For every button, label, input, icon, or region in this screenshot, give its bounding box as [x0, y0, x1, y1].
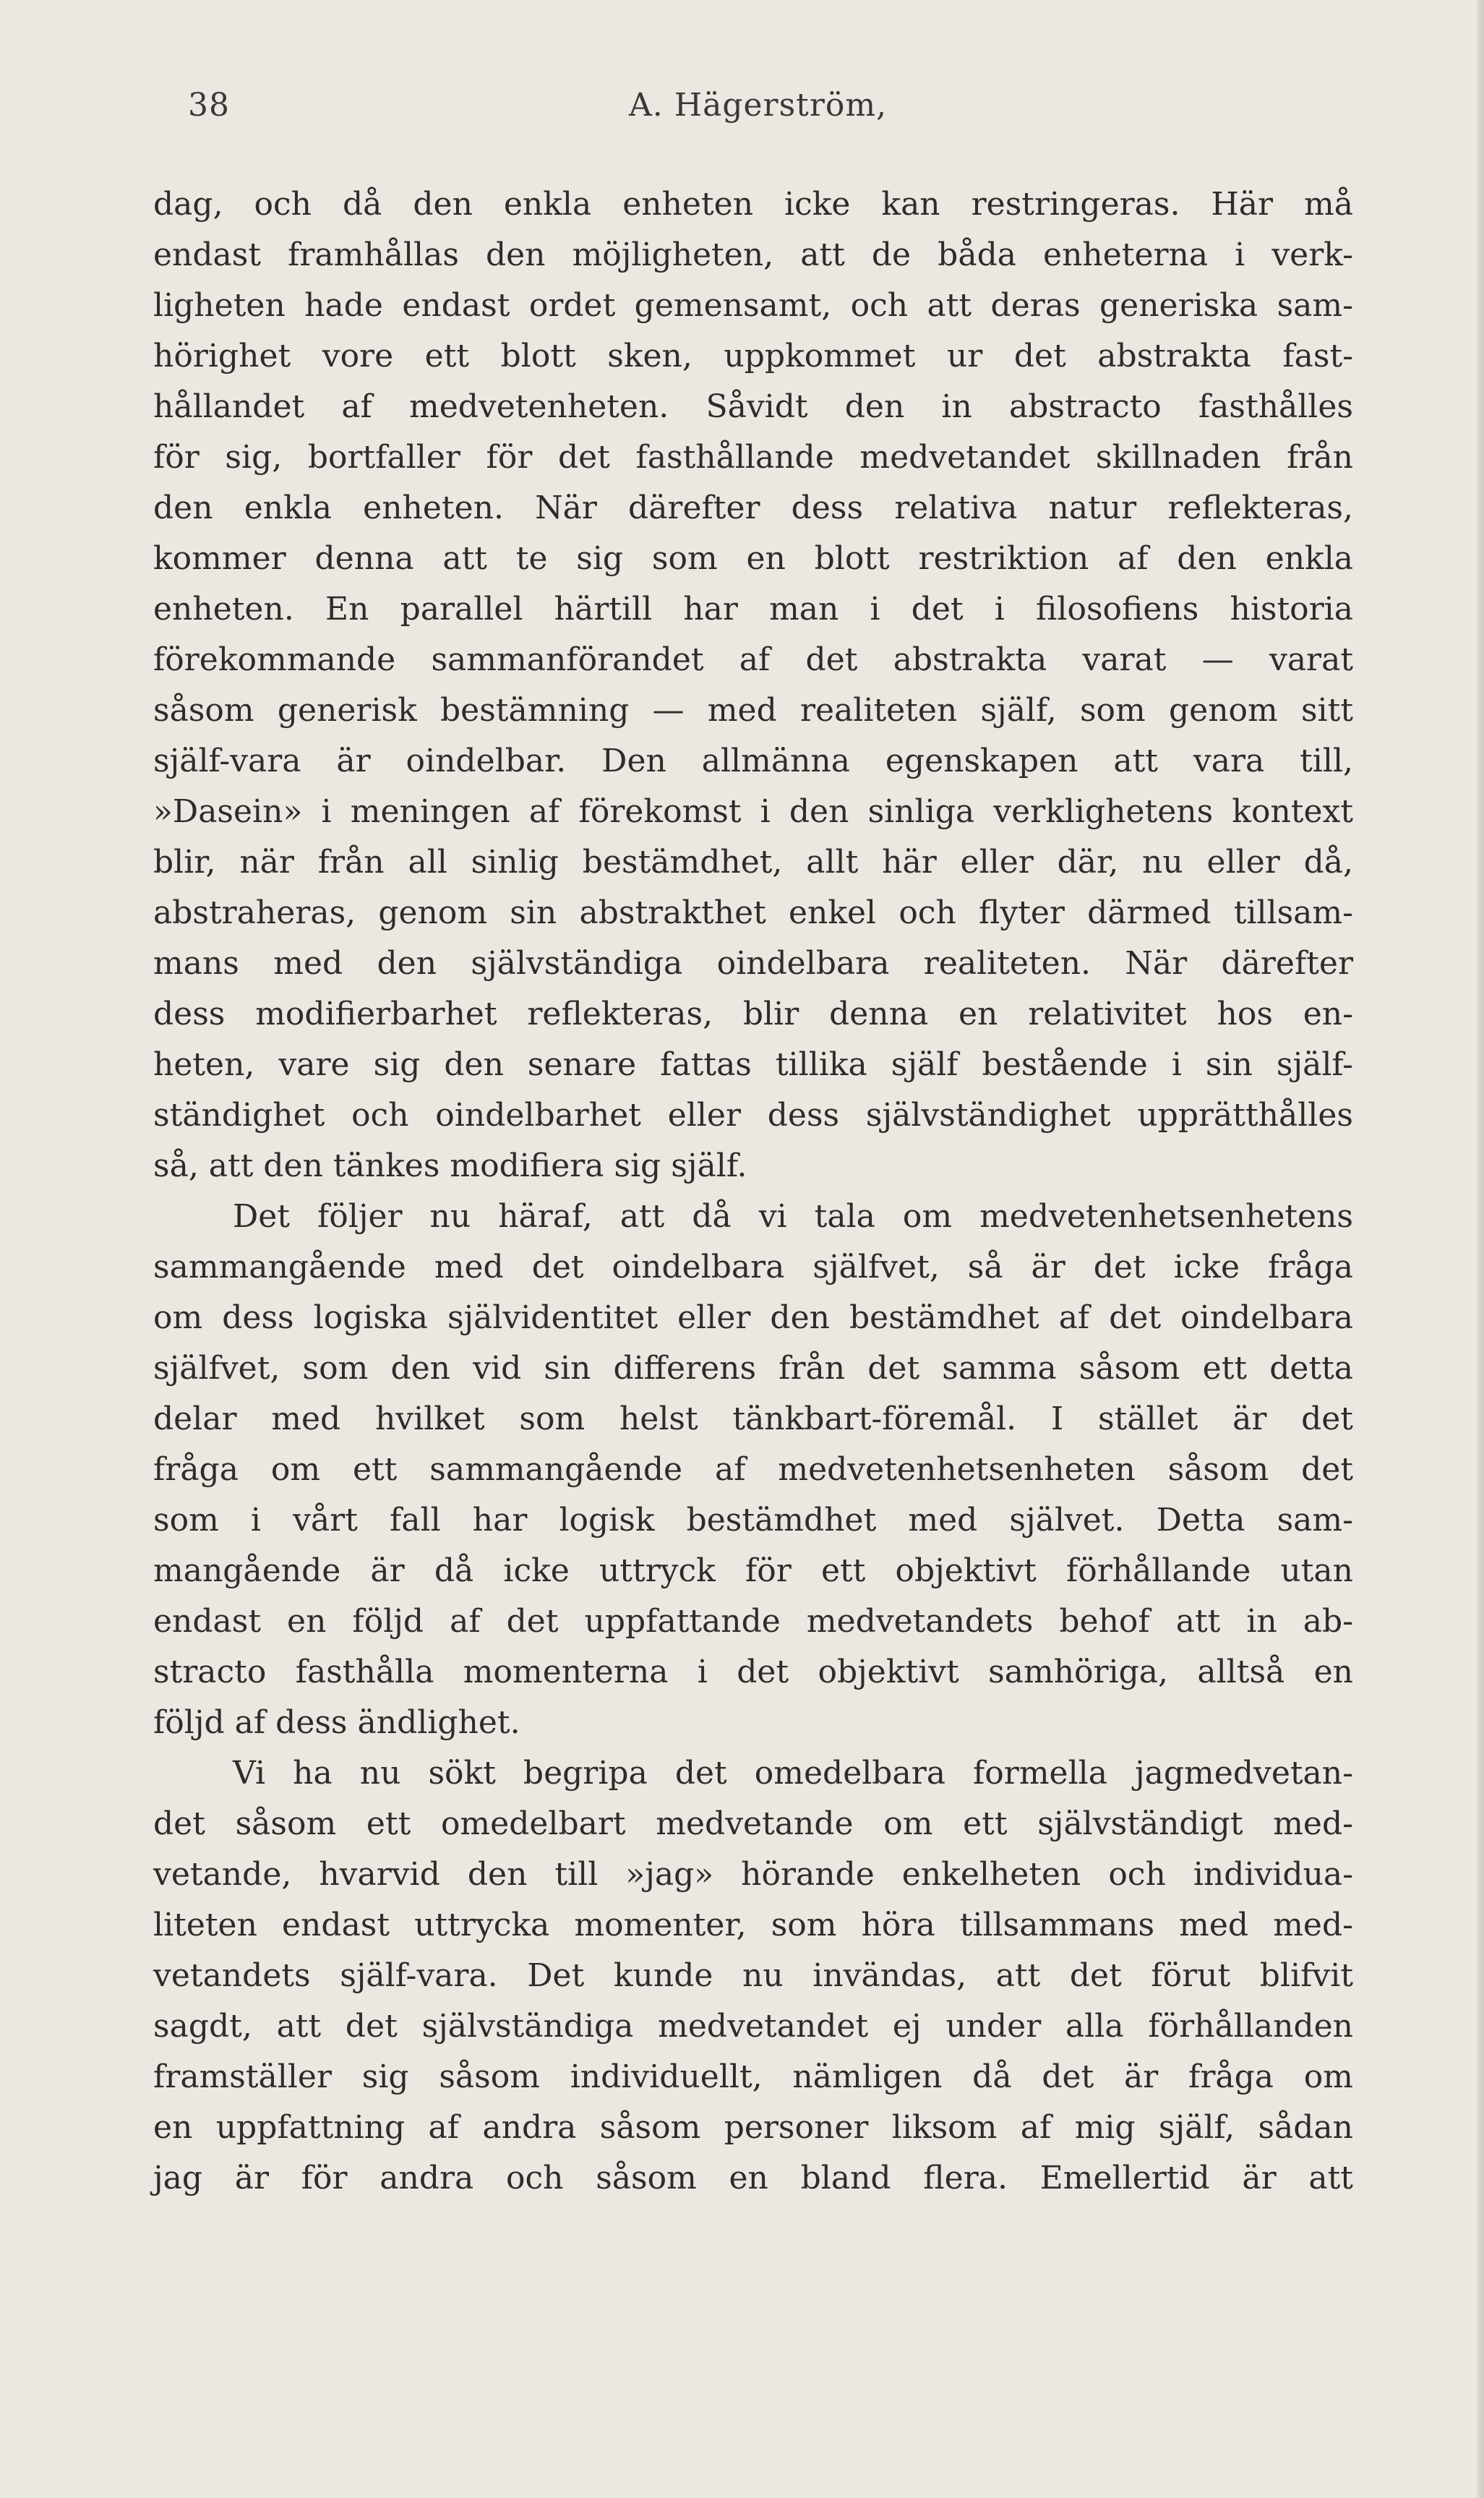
- text-line: som i vårt fall har logisk bestämdhet med självet. Detta sam-: [153, 1502, 1353, 1539]
- text-line: dess modifierbarhet reflekteras, blir denna en relativitet hos en-: [153, 996, 1353, 1032]
- text-line: en uppfattning af andra såsom personer liksom af mig själf, sådan: [153, 2109, 1353, 2146]
- text-line: endast en följd af det uppfattande medvetandets behof att in ab-: [153, 1603, 1353, 1640]
- text-line: mans med den självständiga oindelbara realiteten. När därefter: [153, 945, 1353, 982]
- text-line: vetande, hvarvid den till »jag» hörande enkelheten och individua-: [153, 1856, 1353, 1893]
- text-line: vetandets själf-vara. Det kunde nu invändas, att det förut blifvit: [153, 1957, 1353, 1994]
- text-line: jag är för andra och såsom en bland flera. Emellertid är att: [153, 2160, 1353, 2197]
- text-line: heten, vare sig den senare fattas tillika själf bestående i sin själf-: [153, 1046, 1353, 1083]
- body-text: [153, 179, 1353, 2204]
- text-line: dag, och då den enkla enheten icke kan restringeras. Här må: [153, 186, 1353, 223]
- text-line: själf-vara är oindelbar. Den allmänna egenskapen att vara till,: [153, 743, 1353, 779]
- text-line: kommer denna att te sig som en blott restriktion af den enkla: [153, 540, 1353, 577]
- text-line: hörighet vore ett blott sken, uppkommet ur det abstrakta fast-: [153, 338, 1353, 375]
- text-line: delar med hvilket som helst tänkbart-föremål. I stället är det: [153, 1400, 1353, 1437]
- text-line: mangående är då icke uttryck för ett objektivt förhållande utan: [153, 1552, 1353, 1589]
- paragraph-first-line: Vi ha nu sökt begripa det omedelbara formella jagmedvetan-: [233, 1755, 1353, 1792]
- text-line: framställer sig såsom individuellt, nämligen då det är fråga om: [153, 2058, 1353, 2095]
- text-line: förekommande sammanförandet af det abstrakta varat — varat: [153, 641, 1353, 678]
- text-line: enheten. En parallel härtill har man i det i filosofiens historia: [153, 591, 1353, 628]
- text-line: ligheten hade endast ordet gemensamt, och att deras generiska sam-: [153, 287, 1353, 324]
- text-line: sagdt, att det självständiga medvetandet ej under alla förhållanden: [153, 2008, 1353, 2045]
- text-line: ständighet och oindelbarhet eller dess självständighet upprätthålles: [153, 1097, 1353, 1134]
- text-line: om dess logiska självidentitet eller den bestämdhet af det oindelbara: [153, 1299, 1353, 1336]
- text-line: liteten endast uttrycka momenter, som höra tillsammans med med-: [153, 1907, 1353, 1943]
- paragraph-first-line: Det följer nu häraf, att då vi tala om medvetenhetsenhetens: [233, 1198, 1353, 1235]
- text-line: »Dasein» i meningen af förekomst i den sinliga verklighetens kontext: [153, 793, 1353, 830]
- text-line: endast framhållas den möjligheten, att de båda enheterna i verk-: [153, 236, 1353, 273]
- text-line: abstraheras, genom sin abstrakthet enkel och flyter därmed tillsam-: [153, 894, 1353, 931]
- text-line: för sig, bortfaller för det fasthållande medvetandet skillnaden från: [153, 439, 1353, 476]
- text-line: den enkla enheten. När därefter dess relativa natur reflekteras,: [153, 489, 1353, 526]
- page-edge: [1477, 0, 1484, 2498]
- text-line: det såsom ett omedelbart medvetande om ett självständigt med-: [153, 1805, 1353, 1842]
- text-line: själfvet, som den vid sin differens från det samma såsom ett detta: [153, 1350, 1353, 1387]
- running-head: [0, 87, 1484, 145]
- running-title: A. Hägerström,: [629, 87, 888, 124]
- text-line: sammangående med det oindelbara själfvet, så är det icke fråga: [153, 1249, 1353, 1286]
- text-line: blir, när från all sinlig bestämdhet, allt här eller där, nu eller då,: [153, 844, 1353, 881]
- text-line: följd af dess ändlighet.: [153, 1704, 520, 1741]
- text-line: stracto fasthålla momenterna i det objektivt samhöriga, alltså en: [153, 1654, 1353, 1690]
- text-line: fråga om ett sammangående af medvetenhetsenheten såsom det: [153, 1451, 1353, 1488]
- page-number: 38: [188, 87, 230, 124]
- text-line: såsom generisk bestämning — med realiteten själf, som genom sitt: [153, 692, 1353, 729]
- text-line: hållandet af medvetenheten. Såvidt den in abstracto fasthålles: [153, 388, 1353, 425]
- text-line: så, att den tänkes modifiera sig själf.: [153, 1147, 747, 1184]
